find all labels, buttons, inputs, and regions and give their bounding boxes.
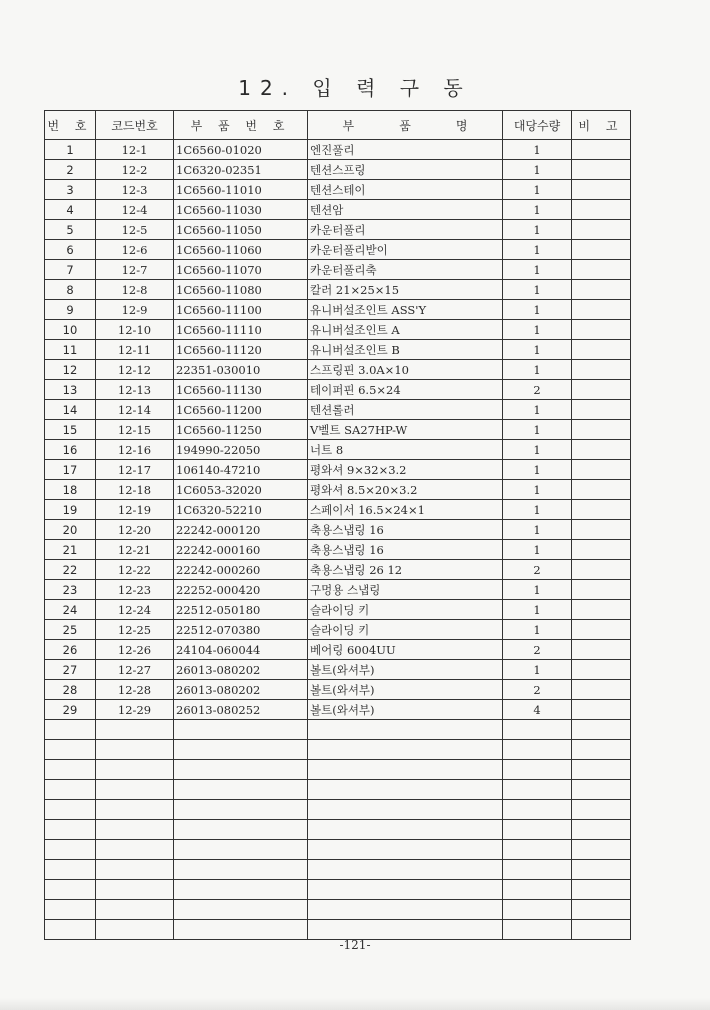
cell-code-number [96, 800, 174, 820]
cell-remarks [572, 580, 631, 600]
cell-remarks [572, 180, 631, 200]
cell-row-number [45, 720, 96, 740]
cell-quantity: 1 [503, 420, 572, 440]
cell-row-number: 11 [45, 340, 96, 360]
cell-part-name: 테이퍼핀 6.5×24 [308, 380, 503, 400]
page-title: 12. 입 력 구 동 [238, 76, 472, 100]
cell-part-name: 볼트(와셔부) [308, 660, 503, 680]
empty-row [45, 900, 631, 920]
cell-remarks [572, 400, 631, 420]
cell-remarks [572, 800, 631, 820]
header-part-name-3: 명 [455, 118, 468, 133]
cell-part-name: 너트 8 [308, 440, 503, 460]
empty-row [45, 740, 631, 760]
cell-code-number: 12-14 [96, 400, 174, 420]
cell-row-number: 7 [45, 260, 96, 280]
table-row [45, 380, 631, 400]
cell-code-number [96, 920, 174, 940]
cell-part-name: 텐션롤러 [308, 400, 503, 420]
cell-code-number: 12-29 [96, 700, 174, 720]
cell-part-name: 텐션스프링 [308, 160, 503, 180]
header-part-name [308, 111, 503, 140]
cell-row-number [45, 820, 96, 840]
cell-row-number: 14 [45, 400, 96, 420]
cell-row-number [45, 840, 96, 860]
cell-part-number: 1C6053-32020 [174, 480, 308, 500]
cell-remarks [572, 320, 631, 340]
cell-quantity: 1 [503, 220, 572, 240]
cell-row-number: 10 [45, 320, 96, 340]
cell-code-number [96, 780, 174, 800]
header-part-name-2: 품 [399, 118, 411, 133]
cell-part-number [174, 720, 308, 740]
cell-remarks [572, 440, 631, 460]
empty-row [45, 920, 631, 940]
cell-row-number: 19 [45, 500, 96, 520]
cell-part-name [308, 880, 503, 900]
cell-remarks [572, 260, 631, 280]
cell-part-number [174, 840, 308, 860]
cell-part-name [308, 840, 503, 860]
table-row [45, 460, 631, 480]
cell-part-number: 1C6560-11060 [174, 240, 308, 260]
table-row [45, 620, 631, 640]
cell-part-name [308, 900, 503, 920]
cell-remarks [572, 360, 631, 380]
cell-quantity: 1 [503, 240, 572, 260]
cell-remarks [572, 900, 631, 920]
cell-quantity [503, 840, 572, 860]
parts-table [44, 110, 631, 940]
cell-part-name: 카운터풀리 [308, 220, 503, 240]
cell-code-number: 12-10 [96, 320, 174, 340]
cell-quantity: 2 [503, 640, 572, 660]
cell-part-name: 볼트(와셔부) [308, 680, 503, 700]
cell-remarks [572, 300, 631, 320]
cell-quantity: 1 [503, 160, 572, 180]
table-row [45, 320, 631, 340]
cell-row-number: 9 [45, 300, 96, 320]
cell-quantity: 1 [503, 600, 572, 620]
cell-row-number [45, 860, 96, 880]
table-row [45, 680, 631, 700]
cell-part-number: 1C6560-11010 [174, 180, 308, 200]
cell-part-number: 1C6560-11120 [174, 340, 308, 360]
cell-quantity: 1 [503, 440, 572, 460]
cell-part-name [308, 860, 503, 880]
cell-part-number [174, 820, 308, 840]
cell-code-number [96, 840, 174, 860]
table-row [45, 440, 631, 460]
cell-code-number: 12-3 [96, 180, 174, 200]
cell-remarks [572, 920, 631, 940]
cell-code-number: 12-13 [96, 380, 174, 400]
cell-remarks [572, 520, 631, 540]
cell-quantity [503, 880, 572, 900]
cell-quantity [503, 920, 572, 940]
cell-remarks [572, 820, 631, 840]
table-row [45, 660, 631, 680]
cell-part-number [174, 880, 308, 900]
cell-code-number: 12-28 [96, 680, 174, 700]
cell-row-number [45, 920, 96, 940]
cell-code-number: 12-23 [96, 580, 174, 600]
cell-part-name: 슬라이딩 키 [308, 620, 503, 640]
cell-part-name: 유니버설조인트 B [308, 340, 503, 360]
cell-part-number: 1C6560-11030 [174, 200, 308, 220]
cell-part-name: 텐션스테이 [308, 180, 503, 200]
cell-quantity: 1 [503, 620, 572, 640]
cell-part-name: 카운터풀리축 [308, 260, 503, 280]
cell-row-number: 12 [45, 360, 96, 380]
cell-row-number: 4 [45, 200, 96, 220]
cell-remarks [572, 280, 631, 300]
cell-part-number: 22512-050180 [174, 600, 308, 620]
page-number: -121- [339, 938, 371, 952]
cell-part-number [174, 860, 308, 880]
cell-quantity: 1 [503, 460, 572, 480]
cell-part-name [308, 920, 503, 940]
table-row [45, 300, 631, 320]
cell-part-number: 106140-47210 [174, 460, 308, 480]
cell-row-number: 2 [45, 160, 96, 180]
empty-row [45, 860, 631, 880]
cell-code-number [96, 820, 174, 840]
cell-remarks [572, 160, 631, 180]
cell-row-number: 15 [45, 420, 96, 440]
cell-code-number: 12-4 [96, 200, 174, 220]
cell-code-number: 12-24 [96, 600, 174, 620]
cell-quantity: 2 [503, 560, 572, 580]
table-row [45, 500, 631, 520]
cell-code-number [96, 760, 174, 780]
cell-row-number: 23 [45, 580, 96, 600]
empty-row [45, 720, 631, 740]
cell-code-number [96, 720, 174, 740]
header-part-name-1: 부 [342, 118, 355, 133]
cell-row-number [45, 760, 96, 780]
cell-part-number: 22512-070380 [174, 620, 308, 640]
table-row [45, 560, 631, 580]
cell-quantity [503, 900, 572, 920]
table-row [45, 240, 631, 260]
cell-quantity [503, 720, 572, 740]
cell-row-number: 20 [45, 520, 96, 540]
cell-part-name: 축용스냅링 16 [308, 520, 503, 540]
cell-quantity: 2 [503, 680, 572, 700]
cell-row-number: 27 [45, 660, 96, 680]
table-row [45, 520, 631, 540]
cell-part-number: 22242-000260 [174, 560, 308, 580]
empty-row [45, 760, 631, 780]
cell-quantity [503, 860, 572, 880]
cell-part-name: V벨트 SA27HP-W [308, 420, 503, 440]
cell-row-number [45, 800, 96, 820]
header-part-number: 부 품 번 호 [174, 111, 308, 140]
cell-quantity [503, 740, 572, 760]
cell-remarks [572, 500, 631, 520]
cell-code-number: 12-18 [96, 480, 174, 500]
cell-row-number [45, 900, 96, 920]
table-row [45, 360, 631, 380]
table-row [45, 480, 631, 500]
empty-row [45, 780, 631, 800]
cell-remarks [572, 680, 631, 700]
cell-part-name: 축용스냅링 16 [308, 540, 503, 560]
cell-part-name: 카운터풀리받이 [308, 240, 503, 260]
empty-row [45, 800, 631, 820]
cell-row-number: 13 [45, 380, 96, 400]
table-row [45, 200, 631, 220]
table-row [45, 140, 631, 160]
cell-code-number: 12-11 [96, 340, 174, 360]
cell-remarks [572, 760, 631, 780]
cell-part-number: 1C6560-11110 [174, 320, 308, 340]
cell-part-number [174, 920, 308, 940]
cell-remarks [572, 860, 631, 880]
cell-code-number: 12-8 [96, 280, 174, 300]
table-row [45, 420, 631, 440]
cell-row-number [45, 740, 96, 760]
cell-row-number: 24 [45, 600, 96, 620]
table-row [45, 220, 631, 240]
cell-remarks [572, 740, 631, 760]
cell-code-number: 12-16 [96, 440, 174, 460]
cell-part-number [174, 760, 308, 780]
table-row [45, 400, 631, 420]
cell-part-number: 22252-000420 [174, 580, 308, 600]
cell-code-number: 12-19 [96, 500, 174, 520]
cell-remarks [572, 620, 631, 640]
table-row [45, 700, 631, 720]
cell-code-number: 12-5 [96, 220, 174, 240]
cell-part-name: 구멍용 스냅링 [308, 580, 503, 600]
cell-part-number [174, 780, 308, 800]
cell-part-name: 엔진풀리 [308, 140, 503, 160]
cell-remarks [572, 720, 631, 740]
cell-code-number: 12-6 [96, 240, 174, 260]
cell-part-number: 24104-060044 [174, 640, 308, 660]
cell-part-name [308, 740, 503, 760]
cell-quantity: 1 [503, 520, 572, 540]
cell-row-number: 8 [45, 280, 96, 300]
cell-remarks [572, 200, 631, 220]
scan-edge [0, 998, 710, 1010]
cell-row-number: 26 [45, 640, 96, 660]
cell-code-number [96, 900, 174, 920]
table-row [45, 260, 631, 280]
cell-part-number: 1C6320-52210 [174, 500, 308, 520]
cell-quantity: 4 [503, 700, 572, 720]
cell-code-number: 12-2 [96, 160, 174, 180]
cell-remarks [572, 560, 631, 580]
cell-quantity: 1 [503, 260, 572, 280]
cell-quantity: 1 [503, 540, 572, 560]
header-remarks: 비 고 [572, 111, 631, 140]
cell-part-name: 유니버설조인트 ASS'Y [308, 300, 503, 320]
cell-quantity: 1 [503, 320, 572, 340]
cell-row-number: 16 [45, 440, 96, 460]
cell-part-number: 26013-080202 [174, 680, 308, 700]
cell-code-number: 12-25 [96, 620, 174, 640]
cell-part-name: 칼러 21×25×15 [308, 280, 503, 300]
cell-code-number: 12-15 [96, 420, 174, 440]
cell-part-number: 1C6560-11250 [174, 420, 308, 440]
cell-part-name: 평와셔 9×32×3.2 [308, 460, 503, 480]
cell-part-name: 축용스냅링 26 12 [308, 560, 503, 580]
cell-code-number: 12-21 [96, 540, 174, 560]
cell-row-number: 18 [45, 480, 96, 500]
cell-code-number [96, 880, 174, 900]
cell-part-name: 스페이서 16.5×24×1 [308, 500, 503, 520]
cell-part-number: 1C6560-11130 [174, 380, 308, 400]
cell-quantity: 1 [503, 340, 572, 360]
cell-part-name: 유니버설조인트 A [308, 320, 503, 340]
cell-remarks [572, 340, 631, 360]
cell-part-name: 베어링 6004UU [308, 640, 503, 660]
cell-part-number: 26013-080202 [174, 660, 308, 680]
cell-remarks [572, 420, 631, 440]
cell-remarks [572, 600, 631, 620]
cell-code-number: 12-7 [96, 260, 174, 280]
cell-part-name [308, 760, 503, 780]
cell-part-number: 26013-080252 [174, 700, 308, 720]
cell-quantity [503, 760, 572, 780]
cell-code-number: 12-17 [96, 460, 174, 480]
cell-part-number [174, 740, 308, 760]
cell-quantity: 1 [503, 480, 572, 500]
cell-quantity: 1 [503, 580, 572, 600]
cell-quantity: 1 [503, 400, 572, 420]
cell-quantity: 1 [503, 500, 572, 520]
cell-remarks [572, 660, 631, 680]
cell-remarks [572, 480, 631, 500]
cell-quantity: 1 [503, 360, 572, 380]
cell-quantity: 1 [503, 180, 572, 200]
cell-quantity: 1 [503, 300, 572, 320]
header-no: 번 호 [45, 111, 96, 140]
cell-row-number: 3 [45, 180, 96, 200]
cell-remarks [572, 880, 631, 900]
cell-row-number: 6 [45, 240, 96, 260]
cell-part-number: 1C6560-11050 [174, 220, 308, 240]
cell-part-name: 평와셔 8.5×20×3.2 [308, 480, 503, 500]
cell-quantity: 2 [503, 380, 572, 400]
cell-part-name [308, 820, 503, 840]
cell-part-name: 텐션암 [308, 200, 503, 220]
cell-row-number [45, 880, 96, 900]
cell-remarks [572, 240, 631, 260]
cell-code-number: 12-20 [96, 520, 174, 540]
cell-remarks [572, 380, 631, 400]
empty-row [45, 880, 631, 900]
table-row [45, 540, 631, 560]
cell-part-number: 1C6560-11070 [174, 260, 308, 280]
cell-part-number: 22242-000160 [174, 540, 308, 560]
cell-quantity: 1 [503, 280, 572, 300]
cell-row-number [45, 780, 96, 800]
cell-remarks [572, 780, 631, 800]
empty-row [45, 820, 631, 840]
cell-remarks [572, 460, 631, 480]
cell-row-number: 21 [45, 540, 96, 560]
cell-part-name: 볼트(와셔부) [308, 700, 503, 720]
table-row [45, 280, 631, 300]
cell-part-number [174, 800, 308, 820]
cell-part-number: 1C6560-01020 [174, 140, 308, 160]
cell-quantity: 1 [503, 200, 572, 220]
cell-code-number: 12-26 [96, 640, 174, 660]
table-row [45, 600, 631, 620]
cell-code-number [96, 860, 174, 880]
cell-code-number: 12-27 [96, 660, 174, 680]
cell-part-number: 1C6560-11100 [174, 300, 308, 320]
cell-row-number: 25 [45, 620, 96, 640]
cell-quantity: 1 [503, 660, 572, 680]
cell-remarks [572, 140, 631, 160]
cell-part-number [174, 900, 308, 920]
table-row [45, 160, 631, 180]
table-row [45, 340, 631, 360]
cell-part-number: 1C6560-11200 [174, 400, 308, 420]
cell-part-name [308, 780, 503, 800]
cell-quantity [503, 800, 572, 820]
cell-quantity [503, 820, 572, 840]
cell-remarks [572, 540, 631, 560]
cell-part-number: 194990-22050 [174, 440, 308, 460]
cell-row-number: 28 [45, 680, 96, 700]
cell-row-number: 29 [45, 700, 96, 720]
header-code: 코드번호 [96, 111, 174, 140]
table-body [45, 140, 631, 940]
table-row [45, 640, 631, 660]
cell-row-number: 22 [45, 560, 96, 580]
table-row [45, 580, 631, 600]
cell-row-number: 17 [45, 460, 96, 480]
cell-part-name [308, 720, 503, 740]
header-quantity: 대당수량 [503, 111, 572, 140]
cell-part-number: 22351-030010 [174, 360, 308, 380]
table-header-row [45, 111, 631, 140]
cell-part-name [308, 800, 503, 820]
cell-remarks [572, 700, 631, 720]
cell-remarks [572, 640, 631, 660]
cell-quantity: 1 [503, 140, 572, 160]
cell-part-name: 스프링핀 3.0A×10 [308, 360, 503, 380]
cell-part-number: 22242-000120 [174, 520, 308, 540]
table-row [45, 180, 631, 200]
cell-quantity [503, 780, 572, 800]
cell-code-number: 12-22 [96, 560, 174, 580]
cell-code-number [96, 740, 174, 760]
cell-part-number: 1C6320-02351 [174, 160, 308, 180]
cell-row-number: 1 [45, 140, 96, 160]
cell-remarks [572, 220, 631, 240]
cell-remarks [572, 840, 631, 860]
cell-part-name: 슬라이딩 키 [308, 600, 503, 620]
cell-part-number: 1C6560-11080 [174, 280, 308, 300]
cell-code-number: 12-9 [96, 300, 174, 320]
cell-code-number: 12-12 [96, 360, 174, 380]
empty-row [45, 840, 631, 860]
cell-code-number: 12-1 [96, 140, 174, 160]
cell-row-number: 5 [45, 220, 96, 240]
